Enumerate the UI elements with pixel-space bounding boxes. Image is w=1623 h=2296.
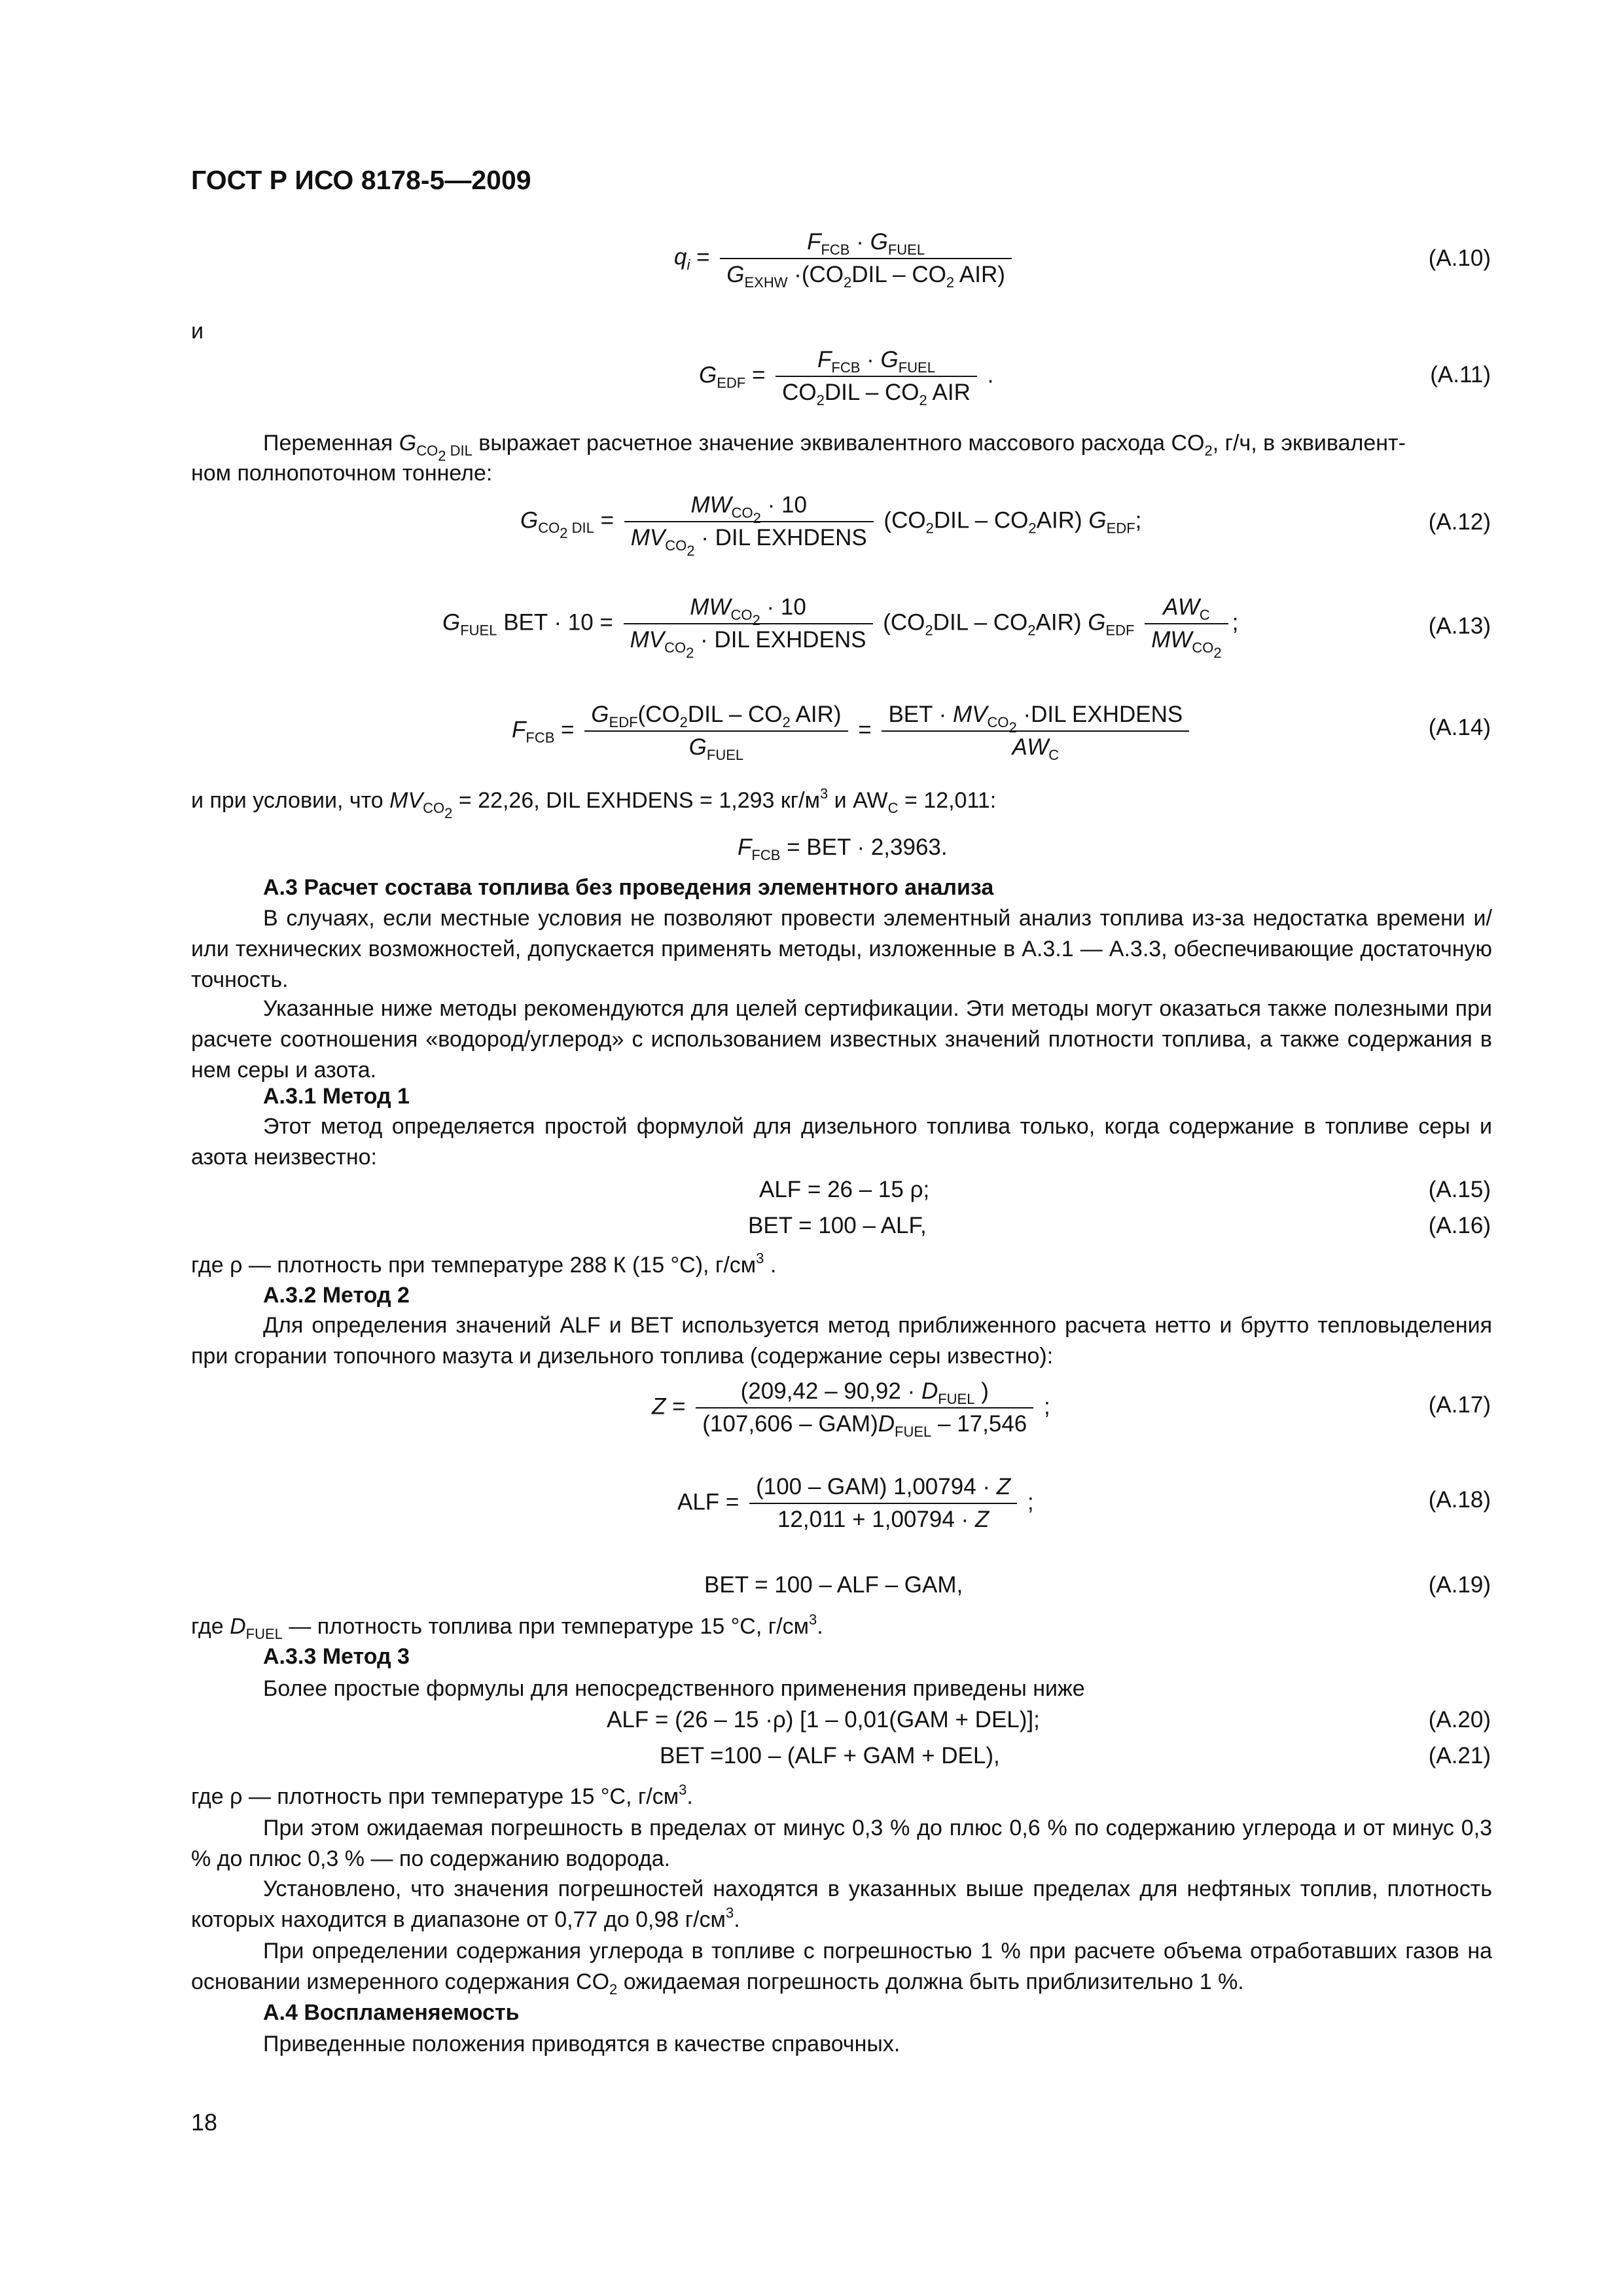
equation-a18: ALF = $\frac{\text{(100 – GAM) 1,00794 · Z}}{12,011 + 1,00794 \cdot Z}$ ; bbox=[677, 1474, 1034, 1532]
equation-number: (A.16) bbox=[1428, 1213, 1491, 1238]
equation-a12: $G_{CO_2 DIL}$ = $\frac{MW_{CO_2} \cdot 10}{MV_{CO_2} \cdot DIL EXHDENS}$ $(CO_2DIL - CO_2AIR)$ $G_{EDF}$; bbox=[520, 492, 1142, 559]
rho-text-a: где ρ — плотность при температуре 288 К (15 °С), г/см bbox=[191, 1253, 757, 1278]
rho-definition-2: где ρ — плотность при температуре 15 °С, $г/см^3$. bbox=[191, 1782, 693, 1809]
variable-text-c: , г/ч, в эквивалент- bbox=[1212, 431, 1406, 456]
equation-a17: Z = $\frac{(209,42 - 90,92 \cdot D_{FUEL} )}{(107,606 - GAM)D_{FUEL} - 17,546}$ ; bbox=[652, 1378, 1050, 1440]
equation-a11: $G_{EDF}$ = $\frac{F_{FCB} \cdot G_{FUEL}}{CO_2DIL - CO_2 AIR}$ . bbox=[699, 347, 994, 408]
equation-number: (A.21) bbox=[1428, 1743, 1491, 1768]
error2-text-a: Установлено, что значения погрешностей находятся в указанных выше пределах для нефтяных топлив, плотность которых находится в диапазоне от 0,77 до 0,98 г/см bbox=[191, 1876, 1492, 1932]
variable-text-b: выражает расчетное значение эквивалентного массового расхода CO bbox=[472, 431, 1205, 456]
variable-description-cont: ном полнопоточном тоннеле: bbox=[191, 461, 493, 486]
equation-a19: BET = 100 – ALF – GAM, bbox=[704, 1572, 963, 1598]
dfuel-text-b: — плотность топлива при температуре 15 °С, г/см bbox=[282, 1614, 809, 1639]
variable-text-a: Переменная bbox=[263, 431, 399, 456]
paragraph: Указанные ниже методы рекомендуются для целей сертификации. Эти методы могут оказаться также полезными при расчете соотношения «водород/углерод» с использованием известных значений плотности топлива, а также содержания в нем серы и азота. bbox=[191, 996, 1492, 1083]
equation-number: (A.19) bbox=[1428, 1572, 1491, 1598]
equation-a14: $F_{FCB}$ = $\frac{G_{EDF}(CO_2DIL - CO_2 AIR)}{G_{FUEL}}$ = $\frac{BET \cdot MV_{CO_2} \cdot DIL EXHDENS}{AW_C}$ bbox=[512, 702, 1193, 761]
paragraph: В случаях, если местные условия не позволяют провести элементный анализ топлива из-за недостатка времени и/или технических возможностей, допускается применять методы, изложенные в А.3.1 — А.3.3, обеспечивающие достаточную точность. bbox=[191, 906, 1492, 992]
section-a32-heading: А.3.2 Метод 2 bbox=[263, 1283, 410, 1308]
section-a3-heading: А.3 Расчет состава топлива без проведения элементного анализа bbox=[263, 875, 994, 900]
equation-number: (A.13) bbox=[1428, 613, 1491, 639]
paragraph: Этот метод определяется простой формулой для дизельного топлива только, когда содержание в топливе серы и азота неизвестно: bbox=[191, 1114, 1492, 1170]
rho2-text-a: где ρ — плотность при температуре 15 °С, г/см bbox=[191, 1784, 679, 1809]
rho-definition-1: где ρ — плотность при температуре 288 К (15 °С), $г/см^3$ . bbox=[191, 1250, 777, 1278]
condition-text-d: = 12,011: bbox=[898, 788, 997, 813]
equation-a16: BET = 100 – ALF, bbox=[748, 1213, 927, 1238]
equation-number: (A.12) bbox=[1428, 509, 1491, 535]
equation-number: (A.15) bbox=[1428, 1177, 1491, 1202]
dfuel-definition: где $D_{FUEL}$ — плотность топлива при температуре 15 °С, $г/см^3$. bbox=[191, 1611, 823, 1642]
equation-a21: BET =100 – (ALF + GAM + DEL), bbox=[660, 1743, 1000, 1768]
paragraph: При этом ожидаемая погрешность в пределах от минус 0,3 % до плюс 0,6 % по содержанию углерода и от минус 0,3 % до плюс 0,3 % — по содержанию водорода. bbox=[191, 1816, 1492, 1871]
and-word: и bbox=[191, 319, 204, 344]
section-a31-heading: А.3.1 Метод 1 bbox=[263, 1084, 410, 1109]
equation-number: (A.14) bbox=[1428, 715, 1491, 740]
paragraph: Для определения значений ALF и BET используется метод приближенного расчета нетто и брутто тепловыделения при сгорании топочного мазута и дизельного топлива (содержание серы известно): bbox=[191, 1313, 1492, 1369]
equation-a13: $G_{FUEL}$ BET · 10 = $\frac{MW_{CO_2} \cdot 10}{MV_{CO_2} \cdot DIL EXHDENS}$ $(CO_2DIL - CO_2AIR)$ $G_{EDF}$ $\frac{AW_C}{MW_{CO_2}}$ ; bbox=[442, 594, 1239, 661]
paragraph: Более простые формулы для непосредственного применения приведены ниже bbox=[263, 1676, 1085, 1701]
document-header: ГОСТ Р ИСО 8178-5—2009 bbox=[191, 165, 531, 195]
paragraph: Установлено, что значения погрешностей находятся в указанных выше пределах для нефтяных топлив, плотность которых находится в диапазоне от 0,77 до 0,98 $г/см^3$. bbox=[191, 1876, 1492, 1932]
condition-line: и при условии, что $MV_{CO_2} = 22,26$, DIL EXHDENS = 1,293 $кг/м^3$ и $AW_C = 12,011$: bbox=[191, 785, 997, 821]
error3-text-a: При определении содержания углерода в топливе с погрешностью 1 % при расчете объема отработавших газов на основании измеренного содержания CO bbox=[191, 1939, 1492, 1994]
ffcb-result: $F_{FCB}$ = BET · 2,3963. bbox=[738, 834, 948, 863]
paragraph: Приведенные положения приводятся в качестве справочных. bbox=[263, 2032, 901, 2056]
equation-number: (A.20) bbox=[1428, 1707, 1491, 1732]
equation-a10: $q_i$ = $\frac{F_{FCB} \cdot G_{FUEL}}{G_{EXHW} \cdot(CO_2DIL - CO_2 AIR)}$ bbox=[674, 229, 1016, 288]
paragraph: При определении содержания углерода в топливе с погрешностью 1 % при расчете объема отработавших газов на основании измеренного содержания $CO_2$ ожидаемая погрешность должна быть приблизительно 1 %. bbox=[191, 1939, 1492, 1998]
variable-description: Переменная $G_{CO_2 DIL}$ выражает расчетное значение эквивалентного массового расхода $CO_2$, г/ч, в эквивалент- bbox=[263, 431, 1406, 464]
error2-text-b: . bbox=[734, 1907, 740, 1932]
dfuel-text-c: . bbox=[817, 1614, 823, 1639]
rho2-text-b: . bbox=[687, 1784, 693, 1809]
dfuel-text-a: где bbox=[191, 1614, 230, 1639]
condition-text-c: и AW bbox=[828, 788, 888, 813]
ffcb-result-text: = BET · 2,3963. bbox=[787, 834, 948, 860]
section-a4-heading: А.4 Воспламеняемость bbox=[263, 2000, 520, 2025]
rho-text-b: . bbox=[764, 1253, 777, 1278]
error3-text-b: ожидаемая погрешность должна быть приблизительно 1 %. bbox=[617, 1969, 1244, 1994]
condition-text-b: = 22,26, DIL EXHDENS = 1,293 кг/м bbox=[452, 788, 820, 813]
equation-number: (A.18) bbox=[1428, 1487, 1491, 1513]
section-a33-heading: А.3.3 Метод 3 bbox=[263, 1644, 410, 1669]
page-number: 18 bbox=[191, 2109, 218, 2136]
condition-text-a: и при условии, что bbox=[191, 788, 390, 813]
equation-number: (A.10) bbox=[1428, 245, 1491, 271]
equation-a20: ALF = (26 – 15 ·ρ) [1 – 0,01(GAM + DEL)]; bbox=[607, 1707, 1040, 1732]
equation-number: (A.17) bbox=[1428, 1392, 1491, 1418]
equation-a15: ALF = 26 – 15 ρ; bbox=[759, 1177, 930, 1202]
equation-number: (A.11) bbox=[1430, 362, 1491, 387]
